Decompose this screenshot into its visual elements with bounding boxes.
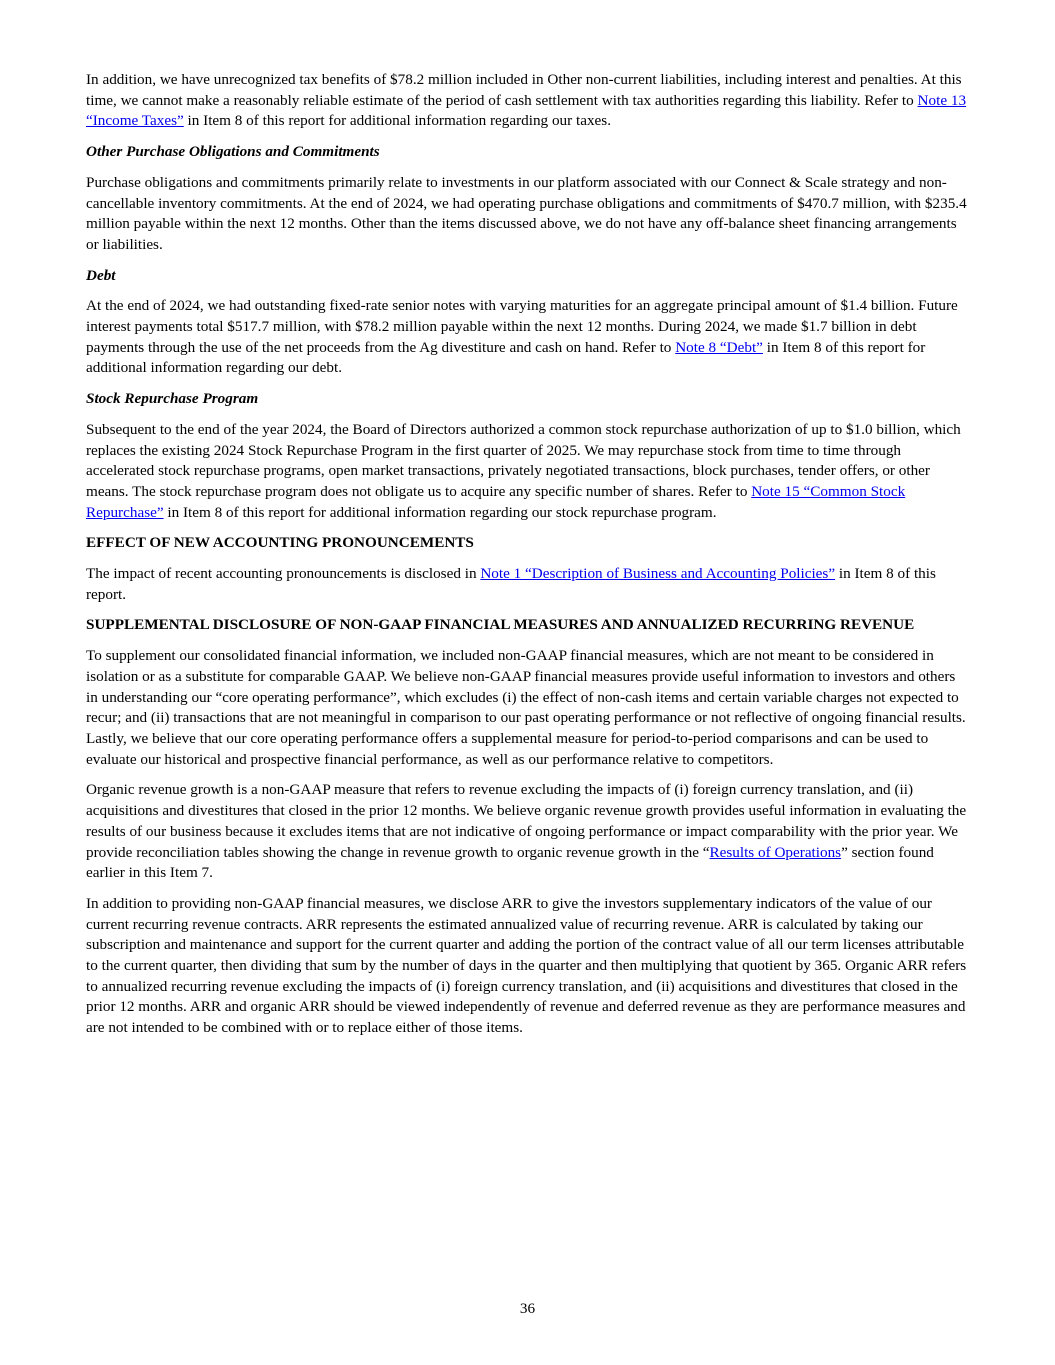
accounting-text-end: in Item 8 of this report. xyxy=(86,565,936,603)
page-number: 36 xyxy=(519,1300,536,1317)
document-body xyxy=(86,70,970,1049)
results-of-operations-link[interactable]: Results of Operations xyxy=(709,843,842,861)
debt-paragraph xyxy=(86,296,970,379)
note-13-link[interactable]: Note 13 “Income Taxes” xyxy=(86,91,967,130)
organic-paragraph xyxy=(86,780,970,884)
repurchase-paragraph xyxy=(86,420,970,524)
note-8-link[interactable]: Note 8 “Debt” xyxy=(675,338,763,356)
accounting-paragraph xyxy=(86,564,970,605)
accounting-heading: EFFECT OF NEW ACCOUNTING PRONOUNCEMENTS xyxy=(86,534,474,552)
tax-benefits-text-end: in Item 8 of this report for additional information regarding our taxes. xyxy=(183,112,611,130)
debt-text: At the end of 2024, we had outstanding fixed-rate senior notes with varying maturities for an aggregate principal amount of $1.4 billion. Future interest payments total $517.7 million, with $78.2 million payable within the next 12 months. During 2024, we made $1.7 billion in debt payments through the use of the net proceeds from the Ag divestiture and cash on hand. Refer to xyxy=(86,297,958,356)
accounting-text: The impact of recent accounting pronouncements is disclosed in xyxy=(86,565,481,583)
nongaap-heading: SUPPLEMENTAL DISCLOSURE OF NON-GAAP FINANCIAL MEASURES AND ANNUALIZED RECURRING REVENUE xyxy=(86,616,915,634)
debt-heading: Debt xyxy=(86,266,116,284)
organic-text-end: ” section found earlier in this Item 7. xyxy=(86,843,934,882)
note-1-link[interactable]: Note 1 “Description of Business and Accounting Policies” xyxy=(480,565,836,583)
nongaap-paragraph: To supplement our consolidated financial information, we included non-GAAP financial measures, which are not meant to be considered in isolation or as a substitute for comparable GAAP. We believe non-GAAP financial measures provide useful information to investors and others in understanding our “core operating performance”, which excludes (i) the effect of non-cash items and certain variable charges not expected to recur; and (ii) transactions that are not meaningful in comparison to our past operating performance or not reflective of ongoing financial results. Lastly, we believe that our core operating performance offers a supplemental measure for period-to-period comparisons and can be used to evaluate our historical and prospective financial performance, as well as our performance relative to competitors. xyxy=(86,647,966,768)
purchase-obligations-heading: Other Purchase Obligations and Commitments xyxy=(86,143,380,161)
purchase-obligations-paragraph: Purchase obligations and commitments primarily relate to investments in our platform associated with our Connect & Scale strategy and non-cancellable inventory commitments. At the end of 2024, we had operating purchase obligations and commitments of $470.7 million, with $235.4 million payable within the next 12 months. Other than the items discussed above, we do not have any off-balance sheet financing arrangements or liabilities. xyxy=(86,173,967,253)
tax-benefits-paragraph xyxy=(86,70,970,132)
tax-benefits-text: In addition, we have unrecognized tax benefits of $78.2 million included in Other non-current liabilities, including interest and penalties. At this time, we cannot make a reasonably reliable estimate of the period of cash settlement with tax authorities regarding this liability. Refer to xyxy=(86,71,962,109)
repurchase-text-end: in Item 8 of this report for additional information regarding our stock repurchase program. xyxy=(163,503,717,521)
arr-paragraph: In addition to providing non-GAAP financial measures, we disclose ARR to give the investors supplementary indicators of the value of our current recurring revenue contracts. ARR represents the estimated annualized value of recurring revenue. ARR is calculated by taking our subscription and maintenance and support for the current quarter and adding the portion of the contract value of all our term licenses attributable to the current quarter, then dividing that sum by the number of days in the quarter and then multiplying that quotient by 365. Organic ARR refers to annualized recurring revenue excluding the impacts of (i) foreign currency translation, and (ii) acquisitions and divestitures that closed in the prior 12 months. ARR and organic ARR should be viewed independently of revenue and deferred revenue as they are performance measures and are not intended to be combined with or to replace either of those items. xyxy=(86,894,967,1037)
repurchase-heading: Stock Repurchase Program xyxy=(86,390,259,408)
debt-text-end: in Item 8 of this report for additional information regarding our debt. xyxy=(86,338,926,377)
repurchase-text: Subsequent to the end of the year 2024, the Board of Directors authorized a common stock repurchase authorization of up to $1.0 billion, which replaces the existing 2024 Stock Repurchase Program in the first quarter of 2025. We may repurchase stock from time to time through accelerated stock repurchase programs, open market transactions, privately negotiated transactions, block purchases, tender offers, or other means. The stock repurchase program does not obligate us to acquire any specific number of shares. Refer to xyxy=(86,420,961,500)
note-15-link[interactable]: Note 15 “Common Stock Repurchase” xyxy=(86,482,906,521)
organic-text: Organic revenue growth is a non-GAAP measure that refers to revenue excluding the impacts of (i) foreign currency translation, and (ii) acquisitions and divestitures that closed in the prior 12 months. We believe organic revenue growth provides useful information in evaluating the results of our business because it excludes items that are not indicative of ongoing performance or impact comparability with the prior year. We provide reconciliation tables showing the change in revenue growth to organic revenue growth in the “ xyxy=(86,781,967,861)
